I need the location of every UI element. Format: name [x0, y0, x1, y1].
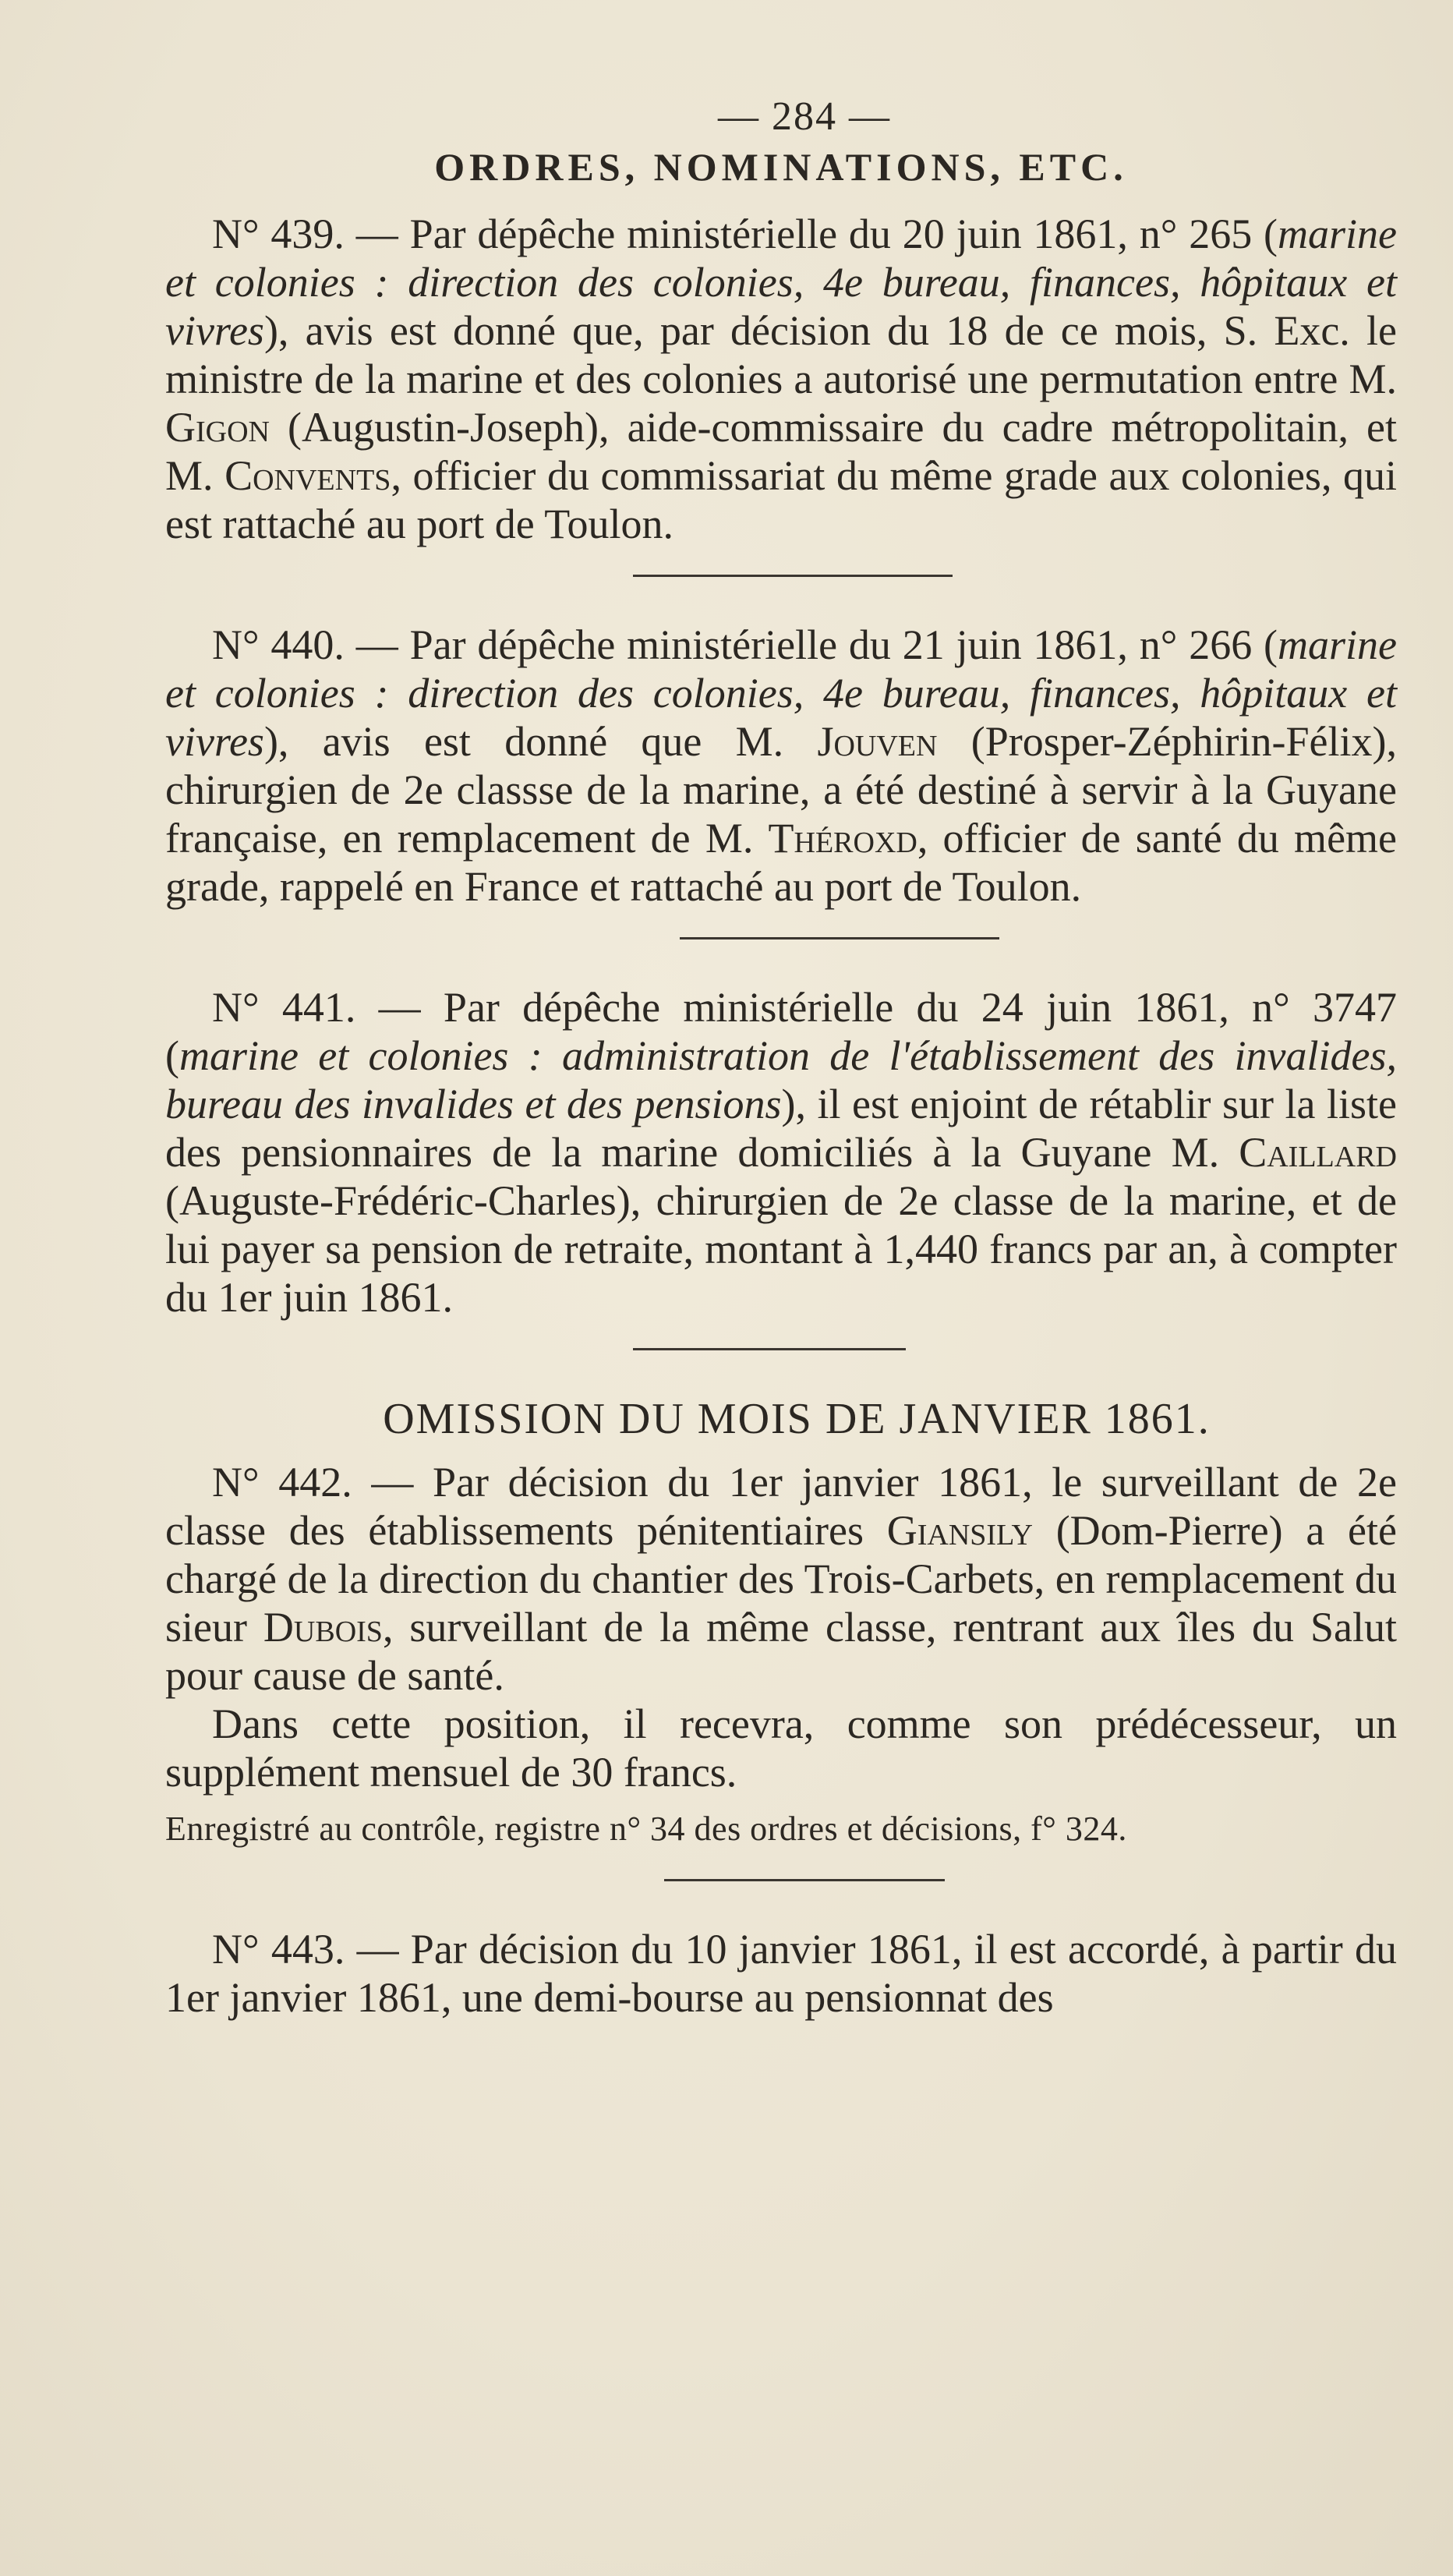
page-content — [165, 94, 1397, 2022]
separator-rule — [633, 575, 953, 577]
entry-440-number: N° 440. — [212, 621, 345, 668]
entry-443-text: N° 443. — Par décision du 10 janvier 1861, il est accordé, à partir du 1er janvier 1861, une demi-bourse au pensionnat des — [165, 1926, 1397, 2021]
entry-439 — [165, 210, 1397, 548]
entry-441 — [165, 983, 1397, 1322]
entry-439-text: N° 439. — Par dépêche ministérielle du 20 juin 1861, n° 265 (marine et colonies : direction des colonies, 4e bureau, finances, hôpitaux et vivres), avis est donné que, par décision du 18 de ce mois, S. Exc. le ministre de la marine et des colonies a autorisé une permutation entre M. Gigon (Augustin-Joseph), aide-commissaire du cadre métropolitain, et M. Convents, officier du commissariat du même grade aux colonies, qui est rattaché au port de Toulon. — [165, 211, 1398, 547]
entry-441-number: N° 441. — [212, 984, 356, 1031]
entry-442 — [165, 1458, 1397, 1852]
name-gigon: Gigon — [165, 404, 270, 451]
entry-442-text: N° 442. — Par décision du 1er janvier 1861, le surveillant de 2e classe des établissements pénitentiaires Giansily (Dom-Pierre) a été chargé de la direction du chantier des Trois-Carbets, en remplacement du sieur Dubois, surveillant de la même classe, rentrant aux îles du Salut pour cause de santé. — [165, 1459, 1398, 1699]
section-title: OMISSION DU MOIS DE JANVIER 1861. — [383, 1395, 1211, 1443]
separator-rule — [633, 1348, 906, 1350]
name-convents: Convents — [224, 452, 391, 499]
entry-442-paragraph-2: Dans cette position, il recevra, comme son prédécesseur, un supplément mensuel de 30 francs. — [165, 1700, 1397, 1796]
entry-440 — [165, 621, 1397, 911]
entry-443 — [165, 1925, 1397, 2022]
name-caillard: Caillard — [1239, 1129, 1397, 1176]
name-theroxd: Théroxd — [768, 815, 917, 862]
separator-rule — [664, 1879, 945, 1881]
entry-443-number: N° 443. — [212, 1926, 345, 1973]
name-dubois: Dubois — [263, 1604, 383, 1651]
name-giansily: Giansily — [886, 1507, 1033, 1554]
entry-440-text: N° 440. — Par dépêche ministérielle du 21 juin 1861, n° 266 (marine et colonies : direction des colonies, 4e bureau, finances, hôpitaux et vivres), avis est donné que M. Jouven (Prosper-Zéphirin-Félix), chirurgien de 2e classse de la marine, a été destiné à servir à la Guyane française, en remplacement de M. Théroxd, officier de santé du même grade, rappelé en France et rattaché au port de Toulon. — [165, 621, 1398, 910]
entry-439-number: N° 439. — [212, 211, 345, 257]
entry-441-text: N° 441. — Par dépêche ministérielle du 24 juin 1861, n° 3747 (marine et colonies : administration de l'établissement des invalides, bureau des invalides et des pensions), il est enjoint de rétablir sur la liste des pensionnaires de la marine domiciliés à la Guyane M. Caillard (Auguste-Frédéric-Charles), chirurgien de 2e classe de la marine, et de lui payer sa pension de retraite, montant à 1,440 francs par an, à compter du 1er juin 1861. — [165, 984, 1398, 1321]
running-head: ORDRES, NOMINATIONS, ETC. — [434, 145, 1128, 189]
name-jouven: Jouven — [817, 718, 938, 765]
registry-note: Enregistré au contrôle, registre n° 34 des ordres et décisions, f° 324. — [165, 1810, 1127, 1848]
entry-442-number: N° 442. — [212, 1459, 352, 1506]
page-number: — 284 — — [718, 94, 891, 139]
separator-rule — [680, 937, 999, 939]
